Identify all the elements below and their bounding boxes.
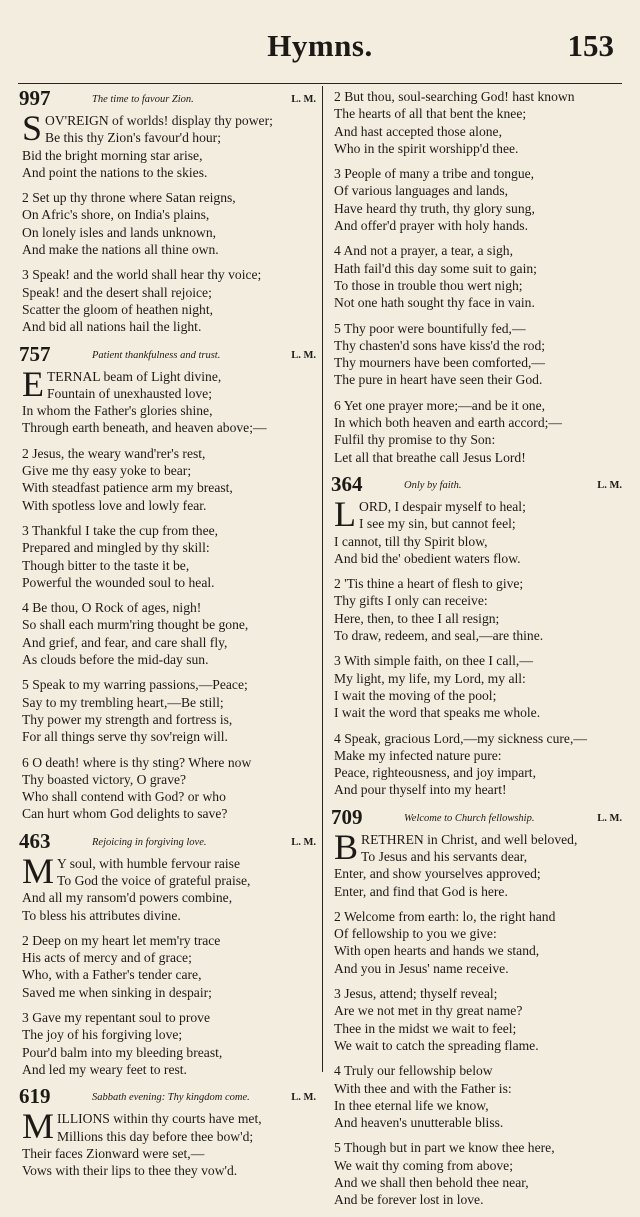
verse-line: 3 Jesus, attend; thyself reveal;	[334, 986, 498, 1002]
hymn-number: 997	[19, 86, 51, 110]
hymn-619-continued	[334, 88, 624, 466]
verse-line: For all things serve thy sov'reign will.	[22, 729, 228, 745]
verse-line: 5 Though but in part we know thee here,	[334, 1140, 555, 1156]
verse-line: Thee in the midst we wait to feel;	[334, 1020, 517, 1036]
verse-line: And bid the' obedient waters flow.	[334, 550, 521, 566]
hymn-theme: Only by faith.	[404, 479, 462, 491]
hymn-theme: Rejoicing in forgiving love.	[92, 836, 207, 848]
stanza-2	[334, 575, 624, 644]
verse-line: Have heard thy truth, thy glory sung,	[334, 200, 535, 216]
page-number: 153	[567, 28, 614, 63]
verse-line: 6 O death! where is thy sting? Where now	[22, 754, 252, 770]
verse-line: With thee and with the Father is:	[334, 1080, 512, 1096]
verse-line: With open hearts and hands we stand,	[334, 943, 540, 959]
verse-line: OV'REIGN of worlds! display thy power;	[45, 113, 273, 128]
verse-line: Scatter the gloom of heathen night,	[22, 301, 214, 317]
verse-line: Bid the bright morning star arise,	[22, 147, 203, 163]
column-divider	[322, 86, 323, 1072]
verse-line: On lonely isles and lands unknown,	[22, 224, 217, 240]
verse-line: 5 Thy poor were bountifully fed,—	[334, 320, 526, 336]
verse-line: To God the voice of grateful praise,	[57, 872, 251, 888]
hymn-theme: The time to favour Zion.	[92, 94, 194, 105]
verse-line: Here, then, to thee I all resign;	[334, 610, 500, 626]
verse-line: 3 With simple faith, on thee I call,—	[334, 653, 533, 669]
hymn-meter: L. M.	[597, 812, 622, 824]
verse-line: 4 Be thou, O Rock of ages, nigh!	[22, 600, 202, 616]
verse-line: And bid all nations hail the light.	[22, 319, 202, 335]
verse-line: The joy of his forgiving love;	[22, 1027, 183, 1043]
stanza-5	[334, 1139, 624, 1208]
hymn-theme: Sabbath evening: Thy kingdom come.	[92, 1092, 250, 1104]
first-stanza	[22, 363, 318, 437]
verse-line: Enter, and find that God is here.	[334, 883, 508, 899]
verse-line: My light, my life, my Lord, my all:	[334, 670, 526, 686]
hymn-header	[19, 341, 318, 368]
verse-line: And make the nations all thine own.	[22, 242, 219, 258]
hymn-number: 709	[331, 804, 363, 829]
verse-line: The pure in heart have seen their God.	[334, 372, 543, 388]
first-stanza	[334, 826, 624, 900]
verse-line: We wait to catch the spreading flame.	[334, 1037, 539, 1053]
verse-line: Thy mourners have been comforted,—	[334, 355, 546, 371]
drop-cap: S	[22, 108, 43, 148]
hymn-number: 364	[331, 471, 363, 496]
verse-line: Thy boasted victory, O grave?	[22, 771, 187, 787]
verse-line: Thy chasten'd sons have kiss'd the rod;	[334, 337, 546, 353]
first-stanza	[22, 108, 318, 181]
hymn-header	[19, 1084, 318, 1110]
verse-line: Millions this day before thee bow'd;	[57, 1128, 254, 1144]
hymn-header	[19, 828, 318, 855]
stanza-4	[334, 730, 624, 799]
verse-line: I see my sin, but cannot feel;	[359, 516, 516, 532]
verse-line: In thee eternal life we know,	[334, 1097, 489, 1113]
verse-line: ILLIONS within thy courts have met,	[57, 1111, 262, 1127]
verse-line: Their faces Zionward were set,—	[22, 1145, 205, 1161]
hymn-header	[19, 86, 318, 112]
verse-line: His acts of mercy and of grace;	[22, 950, 192, 966]
verse-line: 2 Deep on my heart let mem'ry trace	[22, 932, 221, 948]
verse-line: Of fellowship to you we give:	[334, 926, 497, 942]
hymn-meter: L. M.	[291, 94, 316, 105]
verse-line: And grief, and fear, and care shall fly,	[22, 634, 228, 650]
hymn-header	[331, 804, 624, 831]
hymn-997	[19, 86, 318, 336]
hymn-757	[19, 341, 318, 823]
verse-line: Fulfil thy promise to thy Son:	[334, 432, 496, 448]
verse-line: And point the nations to the skies.	[22, 164, 208, 180]
verse-line: In whom the Father's glories shine,	[22, 403, 213, 419]
left-column	[19, 86, 318, 1187]
verse-line: Pour'd balm into my bleeding breast,	[22, 1044, 223, 1060]
stanza-2	[22, 445, 318, 514]
verse-line: Through earth beneath, and heaven above;—	[22, 420, 267, 436]
verse-line: RETHREN in Christ, and well beloved,	[361, 831, 578, 847]
verse-line: With steadfast patience arm my breast,	[22, 480, 233, 496]
verse-line: Saved me when sinking in despair;	[22, 984, 212, 1000]
hymn-number: 619	[19, 1084, 51, 1109]
verse-line: And you in Jesus' name receive.	[334, 960, 509, 976]
hymn-theme: Patient thankfulness and trust.	[92, 349, 221, 361]
hymn-meter: L. M.	[597, 479, 622, 491]
verse-line: And we shall then behold thee near,	[334, 1175, 529, 1191]
verse-line: Fountain of unexhausted love;	[47, 385, 212, 401]
drop-cap: B	[334, 826, 359, 867]
first-stanza	[22, 850, 318, 924]
first-stanza	[22, 1106, 318, 1179]
stanza-2	[334, 908, 624, 977]
verse-line: 4 Speak, gracious Lord,—my sickness cure,—	[334, 730, 587, 746]
verse-line: And be forever lost in love.	[334, 1192, 484, 1208]
verse-line: And led my weary feet to rest.	[22, 1061, 187, 1077]
verse-line: Of various languages and lands,	[334, 183, 509, 199]
verse-line: Peace, righteousness, and joy impart,	[334, 765, 536, 781]
stanza-5	[334, 320, 624, 389]
hymn-number: 757	[19, 341, 51, 366]
stanza-3	[334, 985, 624, 1054]
verse-line: 2 But thou, soul-searching God! hast known	[334, 89, 575, 104]
stanza-2	[22, 932, 318, 1001]
verse-line: 5 Speak to my warring passions,—Peace;	[22, 677, 248, 693]
verse-line: 3 Gave my repentant soul to prove	[22, 1010, 210, 1026]
stanza-3	[334, 652, 624, 721]
verse-line: Let all that breathe call Jesus Lord!	[334, 449, 526, 465]
verse-line: Can hurt whom God delights to save?	[22, 806, 228, 822]
verse-line: Who shall contend with God? or who	[22, 789, 226, 805]
hymn-number: 463	[19, 828, 51, 853]
verse-line: 3 Thankful I take the cup from thee,	[22, 522, 219, 538]
verse-line: 2 Set up thy throne where Satan reigns,	[22, 190, 236, 206]
page-title: Hymns.	[267, 28, 373, 63]
hymn-header	[331, 471, 624, 498]
verse-line: 2 Welcome from earth: lo, the right hand	[334, 908, 556, 924]
verse-line: Not one hath sought thy face in vain.	[334, 295, 535, 311]
stanza-3	[334, 165, 624, 234]
verse-line: With spotless love and lowly fear.	[22, 497, 207, 513]
stanza-5	[22, 676, 318, 745]
verse-line: Y soul, with humble fervour raise	[57, 855, 240, 871]
verse-line: And hast accepted those alone,	[334, 123, 502, 139]
hymn-619	[19, 1084, 318, 1179]
verse-line: Vows with their lips to thee they vow'd.	[22, 1163, 238, 1179]
hymn-theme: Welcome to Church fellowship.	[404, 812, 535, 824]
stanza-3	[22, 266, 318, 335]
verse-line: Say to my trembling heart,—Be still;	[22, 694, 224, 710]
verse-line: Prepared and mingled by thy skill:	[22, 540, 210, 556]
drop-cap: M	[22, 850, 55, 891]
stanza-6	[334, 397, 624, 466]
verse-line: Thy power my strength and fortress is,	[22, 711, 233, 727]
verse-line: 3 People of many a tribe and tongue,	[334, 166, 535, 182]
verse-line: As clouds before the mid-day sun.	[22, 652, 209, 668]
hymn-364	[331, 471, 624, 799]
stanza-4	[334, 242, 624, 311]
verse-line: Enter, and show yourselves approved;	[334, 866, 541, 882]
hymn-463	[19, 828, 318, 1079]
verse-line: 2 Jesus, the weary wand'rer's rest,	[22, 445, 206, 461]
hymn-meter: L. M.	[291, 836, 316, 848]
stanza-3	[22, 1009, 318, 1078]
verse-line: And heaven's unutterable bliss.	[334, 1115, 504, 1131]
stanza-2	[334, 88, 624, 157]
verse-line: On Afric's shore, on India's plains,	[22, 207, 210, 223]
verse-line: Make my infected nature pure:	[334, 747, 502, 763]
verse-line: And all my ransom'd powers combine,	[22, 890, 233, 906]
verse-line: Thy gifts I only can receive:	[334, 593, 488, 609]
verse-line: To those in trouble thou wert nigh;	[334, 277, 523, 293]
verse-line: 2 'Tis thine a heart of flesh to give;	[334, 576, 524, 592]
header-rule	[18, 83, 622, 84]
verse-line: Who, with a Father's tender care,	[22, 967, 202, 983]
verse-line: And pour thyself into my heart!	[334, 782, 507, 798]
verse-line: Speak! and the desert shall rejoice;	[22, 284, 212, 300]
verse-line: To draw, redeem, and seal,—are thine.	[334, 628, 544, 644]
drop-cap: M	[22, 1106, 55, 1147]
stanza-6	[22, 754, 318, 823]
verse-line: 4 And not a prayer, a tear, a sigh,	[334, 243, 513, 259]
drop-cap: E	[22, 363, 44, 404]
verse-line: ORD, I despair myself to heal;	[359, 498, 526, 514]
verse-line: And offer'd prayer with holy hands.	[334, 218, 528, 234]
stanza-2	[22, 189, 318, 258]
verse-line: Powerful the wounded soul to heal.	[22, 574, 215, 590]
hymn-709	[331, 804, 624, 1209]
verse-line: The hearts of all that bent the knee;	[334, 106, 527, 122]
verse-line: Give me thy easy yoke to bear;	[22, 463, 192, 479]
hymn-meter: L. M.	[291, 349, 316, 361]
verse-line: TERNAL beam of Light divine,	[47, 368, 222, 384]
verse-line: Be this thy Zion's favour'd hour;	[45, 130, 221, 146]
drop-cap: L	[334, 493, 356, 534]
right-column	[331, 88, 624, 1217]
verse-line: Hath fail'd this day some suit to gain;	[334, 260, 537, 276]
verse-line: 6 Yet one prayer more;—and be it one,	[334, 397, 546, 413]
stanza-4	[22, 599, 318, 668]
verse-line: So shall each murm'ring thought be gone,	[22, 617, 249, 633]
verse-line: 3 Speak! and the world shall hear thy voice;	[22, 267, 262, 283]
hymn-meter: L. M.	[291, 1092, 316, 1104]
verse-line: I wait the word that speaks me whole.	[334, 705, 541, 721]
verse-line: Though bitter to the taste it be,	[22, 557, 190, 573]
verse-line: To bless his attributes divine.	[22, 907, 181, 923]
verse-line: In which both heaven and earth accord;—	[334, 415, 562, 431]
verse-line: I cannot, till thy Spirit blow,	[334, 533, 488, 549]
verse-line: 4 Truly our fellowship below	[334, 1063, 493, 1079]
verse-line: Are we not met in thy great name?	[334, 1003, 523, 1019]
verse-line: I wait the moving of the pool;	[334, 687, 497, 703]
first-stanza	[334, 493, 624, 567]
stanza-3	[22, 522, 318, 591]
verse-line: Who in the spirit worshipp'd thee.	[334, 140, 519, 156]
verse-line: To Jesus and his servants dear,	[361, 848, 528, 864]
verse-line: We wait thy coming from above;	[334, 1157, 513, 1173]
